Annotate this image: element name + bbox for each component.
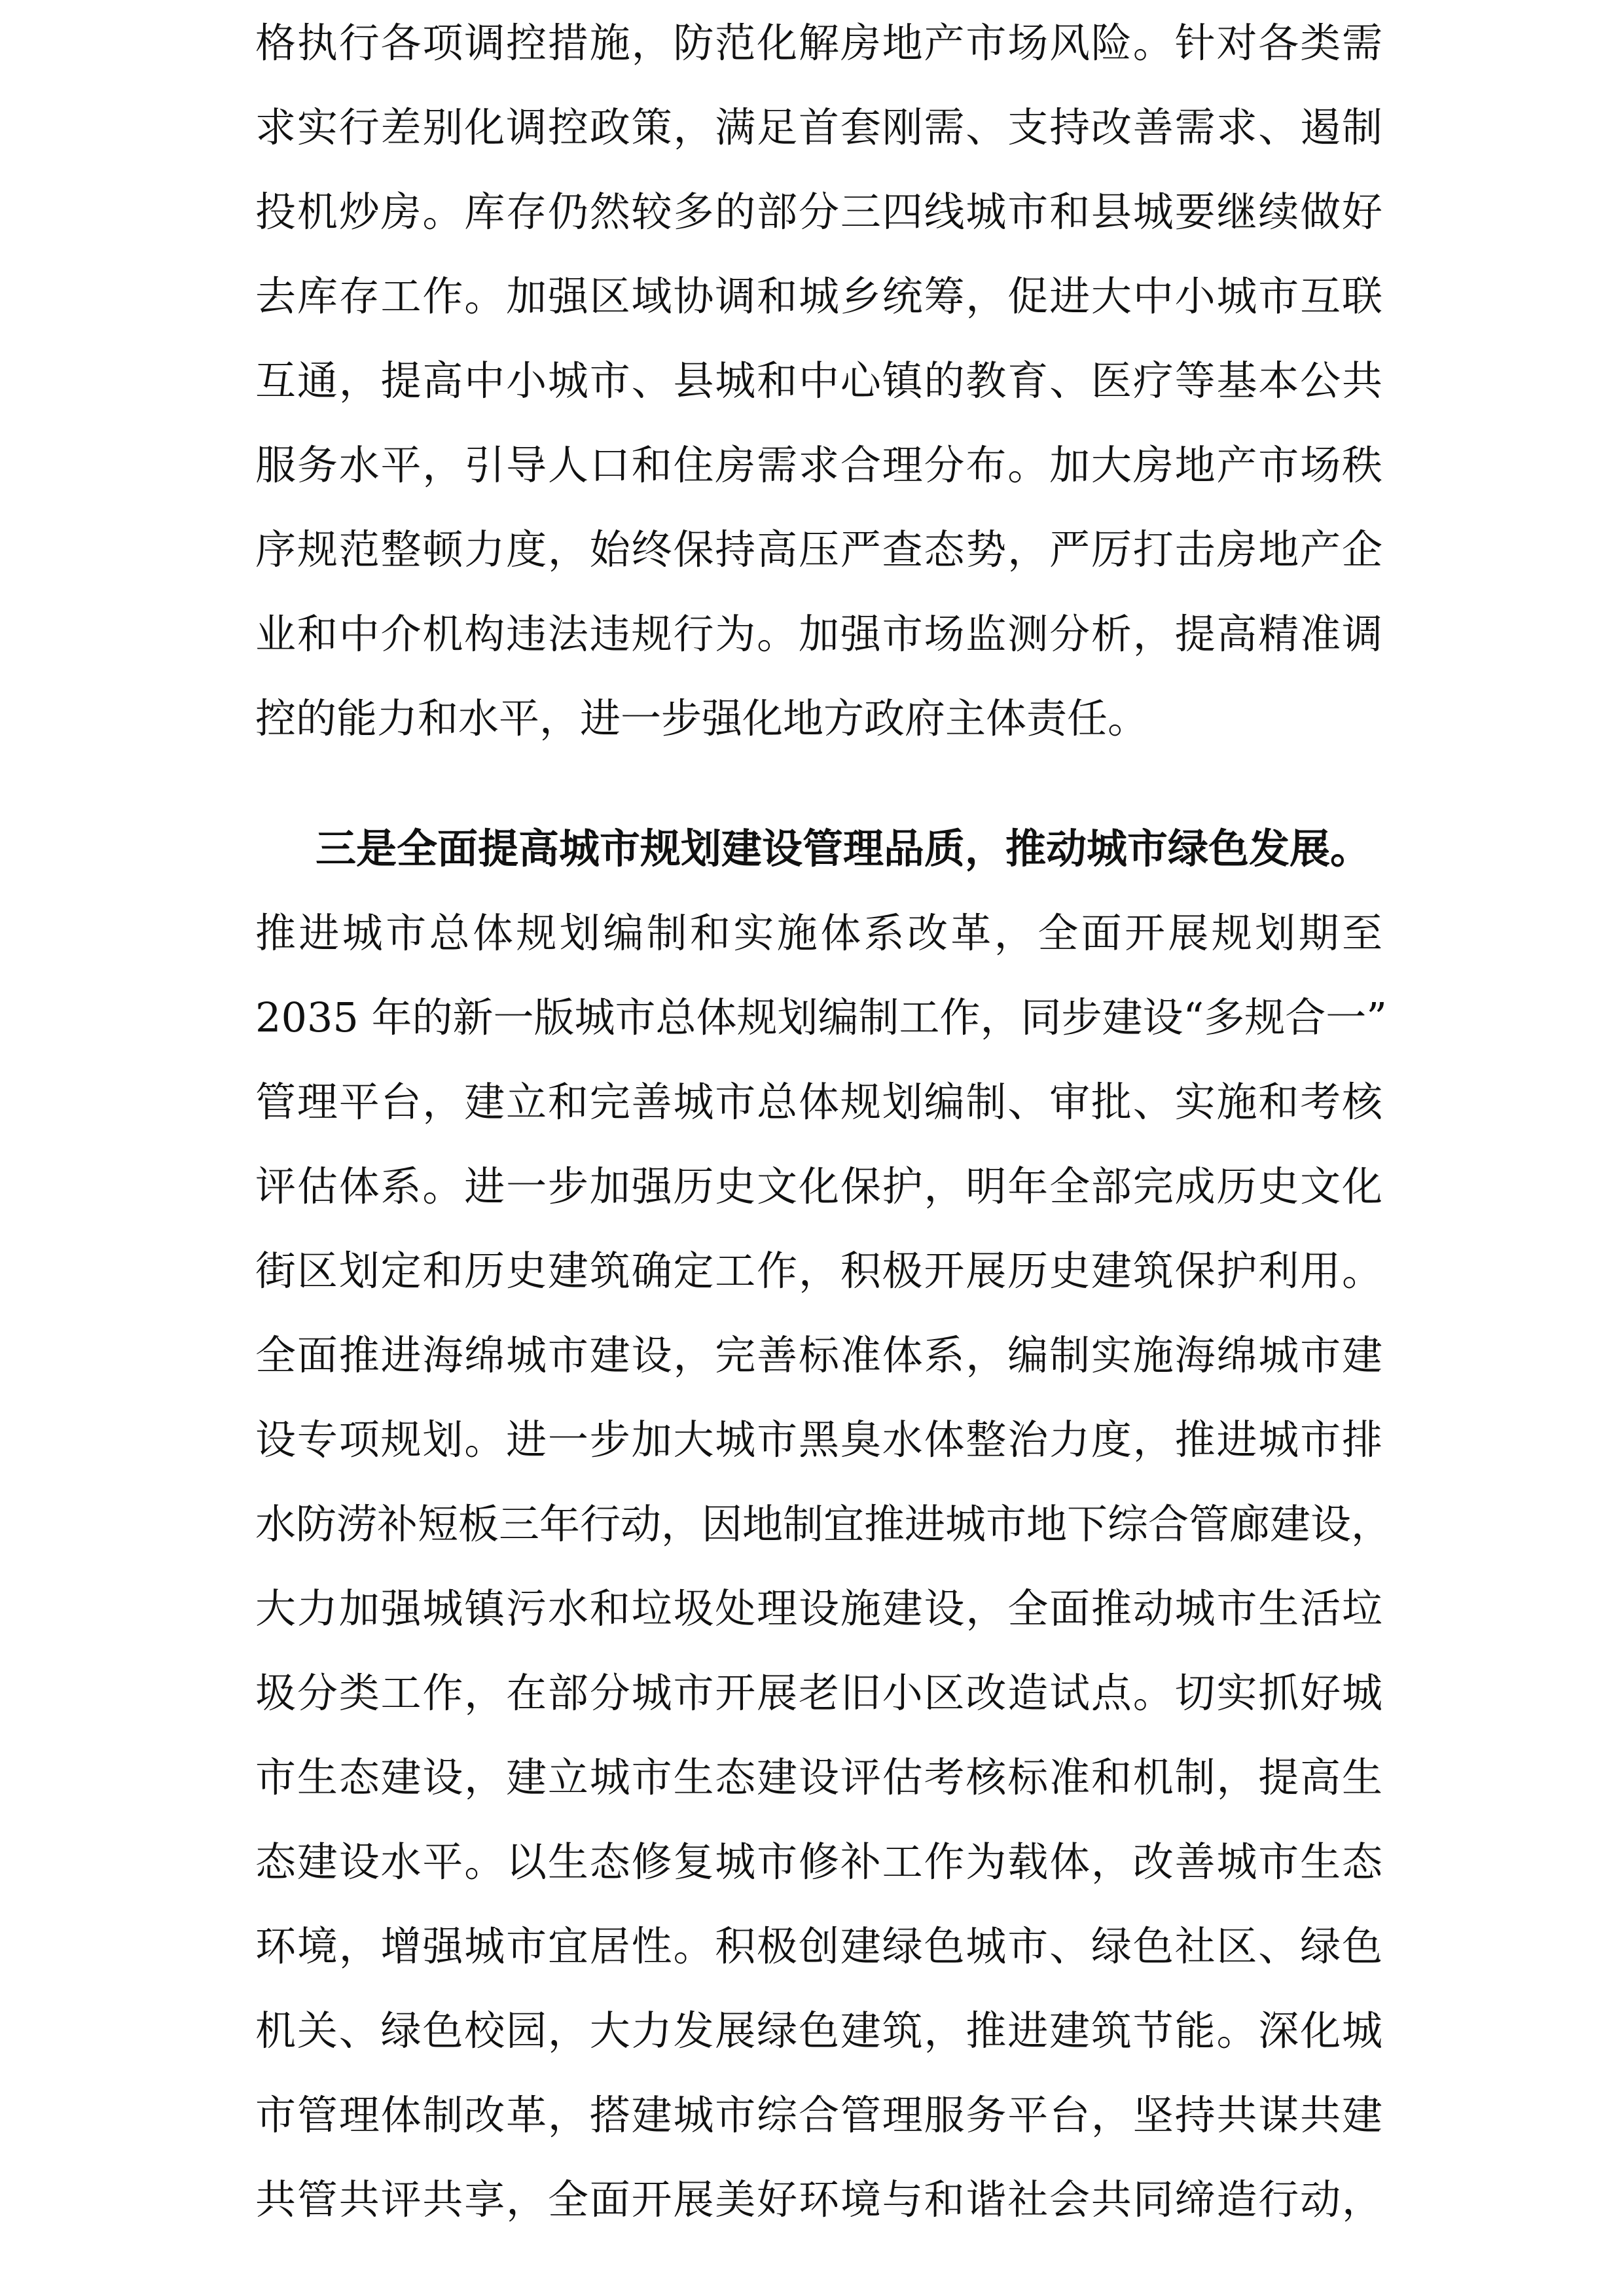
paragraph-line: 市管理体制改革，搭建城市综合管理服务平台，坚持共谋共建 — [255, 2091, 1382, 2139]
paragraph-line: 机关、绿色校园，大力发展绿色建筑，推进建筑节能。深化城 — [255, 2007, 1382, 2054]
paragraph-top — [255, 1, 1382, 761]
paragraph-line: 设专项规划。进一步加大城市黑臭水体整治力度，推进城市排 — [255, 1416, 1382, 1463]
section-heading: 三是全面提高城市规划建设管理品质，推动城市绿色发展。 — [316, 825, 1371, 872]
paragraph-line: 2035 年的新一版城市总体规划编制工作，同步建设“多规合一” — [255, 994, 1387, 1041]
paragraph-line: 水防涝补短板三年行动，因地制宜推进城市地下综合管廊建设， — [255, 1500, 1392, 1548]
paragraph-line: 控的能力和水平，进一步强化地方政府主体责任。 — [255, 694, 1149, 742]
paragraph-line: 环境，增强城市宜居性。积极创建绿色城市、绿色社区、绿色 — [255, 1922, 1382, 1970]
paragraph-line: 评估体系。进一步加强历史文化保护，明年全部完成历史文化 — [255, 1162, 1382, 1210]
paragraph-line: 推进城市总体规划编制和实施体系改革，全面开展规划期至 — [255, 909, 1382, 957]
paragraph-line: 去库存工作。加强区域协调和城乡统筹，促进大中小城市互联 — [255, 272, 1382, 320]
paragraph-line: 市生态建设，建立城市生态建设评估考核标准和机制，提高生 — [255, 1753, 1382, 1801]
paragraph-line: 圾分类工作，在部分城市开展老旧小区改造试点。切实抓好城 — [255, 1669, 1382, 1717]
paragraph-line: 投机炒房。库存仍然较多的部分三四线城市和县城要继续做好 — [255, 188, 1382, 236]
paragraph-line: 大力加强城镇污水和垃圾处理设施建设，全面推动城市生活垃 — [255, 1585, 1382, 1632]
paragraph-main — [255, 891, 1392, 2242]
paragraph-line: 管理平台，建立和完善城市总体规划编制、审批、实施和考核 — [255, 1078, 1382, 1126]
paragraph-line: 格执行各项调控措施，防范化解房地产市场风险。针对各类需 — [255, 19, 1382, 67]
paragraph-line: 服务水平，引导人口和住房需求合理分布。加大房地产市场秩 — [255, 441, 1382, 489]
paragraph-line: 态建设水平。以生态修复城市修补工作为载体，改善城市生态 — [255, 1838, 1382, 1886]
paragraph-line: 求实行差别化调控政策，满足首套刚需、支持改善需求、遏制 — [255, 103, 1382, 151]
paragraph-line: 共管共评共享，全面开展美好环境与和谐社会共同缔造行动， — [255, 2176, 1382, 2223]
paragraph-line: 全面推进海绵城市建设，完善标准体系，编制实施海绵城市建 — [255, 1331, 1382, 1379]
paragraph-line: 序规范整顿力度，始终保持高压严查态势，严厉打击房地产企 — [255, 526, 1382, 573]
paragraph-line: 业和中介机构违法违规行为。加强市场监测分析，提高精准调 — [255, 610, 1382, 658]
paragraph-line: 互通，提高中小城市、县城和中心镇的教育、医疗等基本公共 — [255, 357, 1382, 404]
paragraph-line: 街区划定和历史建筑确定工作，积极开展历史建筑保护利用。 — [255, 1247, 1382, 1295]
